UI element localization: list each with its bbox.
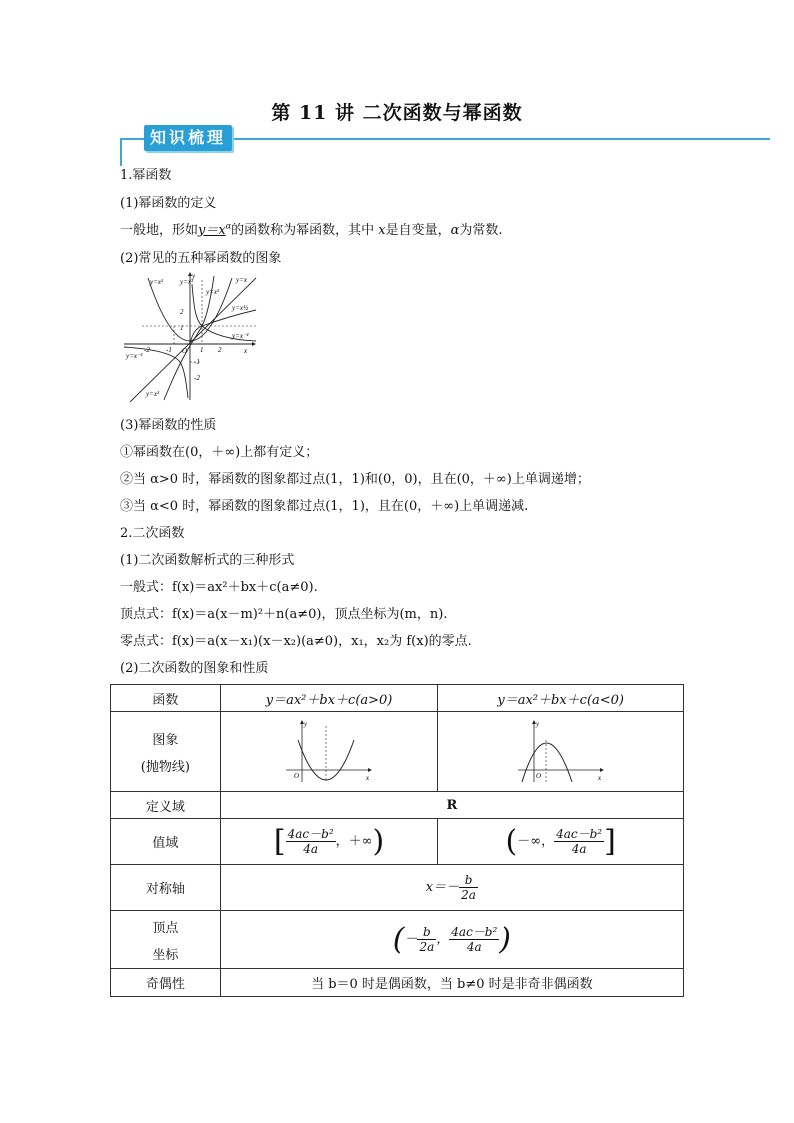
x-axis-label: x — [597, 773, 601, 782]
table-cell: 值域 — [111, 819, 221, 865]
table-cell: (－∞， $\frac{\text{4ac－b²}}{4a}$ ] — [438, 819, 684, 865]
power-function-graph — [124, 270, 264, 402]
tick-2: 2 — [180, 308, 184, 316]
s2-table-heading: (2)二次函数的图象和性质 — [120, 661, 269, 676]
s1-heading: 1.幂函数 — [120, 168, 172, 183]
label-y-inv-l: y=x⁻¹ — [126, 352, 143, 360]
s2-heading: 2.二次函数 — [120, 526, 185, 541]
table-cell: 对称轴 — [111, 865, 221, 911]
s2-forms-heading: (1)二次函数解析式的三种形式 — [120, 553, 295, 568]
tick-m1: -1 — [194, 358, 200, 366]
s2-form1: 一般式：f(x)＝ax²＋bx＋c(a≠0). — [120, 580, 318, 595]
origin-label: O — [182, 347, 188, 355]
y-axis-label: y — [192, 272, 196, 280]
upward-parabola-graph — [284, 720, 374, 784]
tick-x-1: 1 — [200, 346, 204, 354]
section-banner — [120, 122, 770, 156]
table-row — [111, 792, 684, 819]
x-axis-label: x — [366, 773, 370, 782]
table-cell: y＝ax²＋bx＋c(a>0) — [220, 685, 438, 712]
label-y-inv-r: y=x⁻¹ — [232, 332, 249, 340]
table-row — [111, 685, 684, 712]
s1-def-heading: (1)幂函数的定义 — [120, 196, 217, 211]
origin-label: O — [535, 771, 541, 780]
label-y-x2-b: y=x² — [206, 288, 220, 296]
table-row — [111, 969, 684, 997]
s1-prop3: ③当 α<0 时，幂函数的图象都过点(1，1)，且在(0，＋∞)上单调递减. — [120, 499, 529, 514]
label-y-x3-bot: y=x³ — [146, 390, 160, 398]
table-row — [111, 865, 684, 911]
table-cell — [111, 712, 221, 792]
table-cell: (－ $\frac{b}{2a}$ ， $\frac{\text{4ac－b²}}{4a}$ ) — [220, 911, 683, 969]
table-cell: y＝ax²＋bx＋c(a<0) — [438, 685, 684, 712]
row-label-graph-sub: (抛物线) — [140, 759, 190, 775]
origin-label: O — [294, 771, 300, 780]
s2-form2: 顶点式：f(x)＝a(x－m)²＋n(a≠0)，顶点坐标为(m，n). — [120, 607, 448, 622]
row-label-vertex-sub: 坐标 — [152, 947, 179, 963]
table-cell: 奇偶性 — [111, 969, 221, 997]
s1-prop2: ②当 α>0 时，幂函数的图象都过点(1，1)和(0，0)，且在(0，＋∞)上单调递增； — [120, 472, 590, 487]
tick-x-m2: -2 — [144, 346, 150, 354]
row-label-vertex: 顶点 — [152, 920, 179, 936]
table-row — [111, 712, 684, 792]
y-axis-label: y — [304, 719, 308, 728]
downward-parabola-graph — [516, 720, 606, 784]
table-cell — [220, 712, 438, 792]
x-axis-label: x — [244, 347, 248, 355]
row-label-graph: 图象 — [152, 732, 179, 748]
label-y-x: y=x — [236, 276, 247, 284]
s1-prop1: ①幂函数在(0，＋∞)上都有定义； — [120, 445, 319, 460]
table-row — [111, 911, 684, 969]
s1-graph-heading: (2)常见的五种幂函数的图象 — [120, 251, 282, 266]
quadratic-properties-table — [110, 684, 684, 997]
s1-def-text: 一般地，形如$y=x^\alpha$的函数称为幂函数，其中 x是自变量，α为常数. — [120, 221, 503, 238]
label-y-x3-top: y=x³ — [180, 278, 194, 286]
label-y-sqrt: y=x½ — [232, 304, 249, 312]
table-row — [111, 819, 684, 865]
table-cell: 函数 — [111, 685, 221, 712]
tick-x-2: 2 — [218, 346, 222, 354]
table-cell: x＝－ $\frac{b}{2a}$ — [220, 865, 683, 911]
table-cell — [438, 712, 684, 792]
table-cell: 定义域 — [111, 792, 221, 819]
table-cell: 当 b＝0 时是偶函数，当 b≠0 时是非奇非偶函数 — [220, 969, 683, 997]
table-cell: R — [220, 792, 683, 819]
table-cell: [ $\frac{\text{4ac－b²}}{4a}$ ，＋∞) — [220, 819, 438, 865]
s2-form3: 零点式：f(x)＝a(x－x₁)(x－x₂)(a≠0)，x₁，x₂为 f(x)的零点. — [120, 634, 472, 649]
tick-m2: -2 — [194, 374, 200, 382]
table-cell — [111, 911, 221, 969]
label-y-x2: y=x² — [150, 278, 164, 286]
tick-1: 1 — [180, 324, 184, 332]
page-title: 第 11 讲 二次函数与幂函数 — [271, 102, 523, 124]
s1-prop-heading: (3)幂函数的性质 — [120, 418, 217, 433]
tick-x-m1: -1 — [166, 346, 172, 354]
y-axis-label: y — [535, 719, 539, 728]
banner-label: 知识梳理 — [144, 125, 232, 151]
